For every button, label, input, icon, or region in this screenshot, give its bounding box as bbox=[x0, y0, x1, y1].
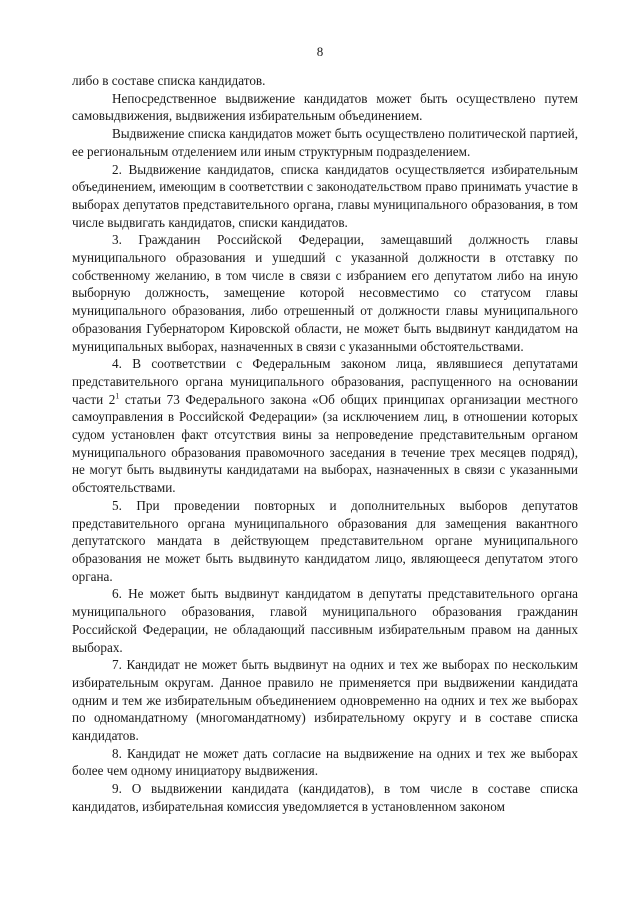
paragraph-item-9: 9. О выдвижении кандидата (кандидатов), в том числе в составе списка кандидатов, избирательная комиссия уведомляется в установленном законом bbox=[72, 781, 578, 814]
paragraph-item-4-part-1: 4. В соответствии с Федеральным законом лица, являвшиеся депутатами представительного органа муниципального образования, распущенного на основании части 2 bbox=[72, 356, 578, 407]
document-body bbox=[72, 72, 578, 816]
paragraph-direct-nomination: Непосредственное выдвижение кандидатов может быть осуществлено путем самовыдвижения, выдвижения избирательным объединением. bbox=[72, 90, 578, 124]
paragraph-list-nomination: Выдвижение списка кандидатов может быть осуществлено политической партией, ее региональным отделением или иным структурным подразделением. bbox=[72, 126, 578, 159]
paragraph-item-8: 8. Кандидат не может дать согласие на выдвижение на одних и тех же выборах более чем одному инициатору выдвижения. bbox=[72, 745, 578, 779]
paragraph-item-4-part-2: статьи 73 Федерального закона «Об общих принципах организации местного самоуправления в Российской Федерации» (за исключением лиц, в отношении которых судом установлен факт отсутствия вины за непроведение представительным органом муниципального образования правомочного заседания в течение трех месяцев подряд), не могут быть выдвинуты кандидатами на выборах, назначенных в связи с указанными обстоятельствами. bbox=[72, 391, 578, 496]
paragraph-item-6: 6. Не может быть выдвинут кандидатом в депутаты представительного органа муниципального образования, главой муниципального образования гражданин Российской Федерации, не обладающий пассивным избирательным правом на данных выборах. bbox=[72, 586, 578, 655]
paragraph-item-3: 3. Гражданин Российской Федерации, замещавший должность главы муниципального образования и ушедший с указанной должности в отставку по собственному желанию, в том числе в связи с избранием его депутатом либо на иную выборную должность, замещение которой несовместимо со статусом главы муниципального образования, либо отрешенный от должности главы муниципального образования Губернатором Кировской области, не может быть выдвинут кандидатом на муниципальных выборах, назначенных в связи с указанными обстоятельствами. bbox=[72, 232, 578, 354]
page-number: 8 bbox=[316, 44, 324, 59]
superscript-marker: 1 bbox=[115, 391, 120, 401]
paragraph-item-7: 7. Кандидат не может быть выдвинут на одних и тех же выборах по нескольким избирательным округам. Данное правило не применяется при выдвижении кандидата одним и тем же избирательным объединением одновременно на одних и тех же выборах по одномандатному (многомандатному) избирательному округу и в составе списка кандидатов. bbox=[72, 657, 578, 744]
paragraph-continuation: либо в составе списка кандидатов. bbox=[72, 73, 266, 88]
paragraph-item-5: 5. При проведении повторных и дополнительных выборов депутатов представительного органа муниципального образования для замещения вакантного депутатского мандата в действующем представительном органе муниципального образования не может быть выдвинуто кандидатом лицо, являющееся депутатом этого органа. bbox=[72, 497, 578, 584]
paragraph-item-4 bbox=[72, 355, 578, 497]
paragraph-item-2: 2. Выдвижение кандидатов, списка кандидатов осуществляется избирательным объединением, имеющим в соответствии с законодательством право принимать участие в выборах депутатов представительного органа, главы муниципального образования, в том числе выдвигать кандидатов, списки кандидатов. bbox=[72, 161, 578, 230]
